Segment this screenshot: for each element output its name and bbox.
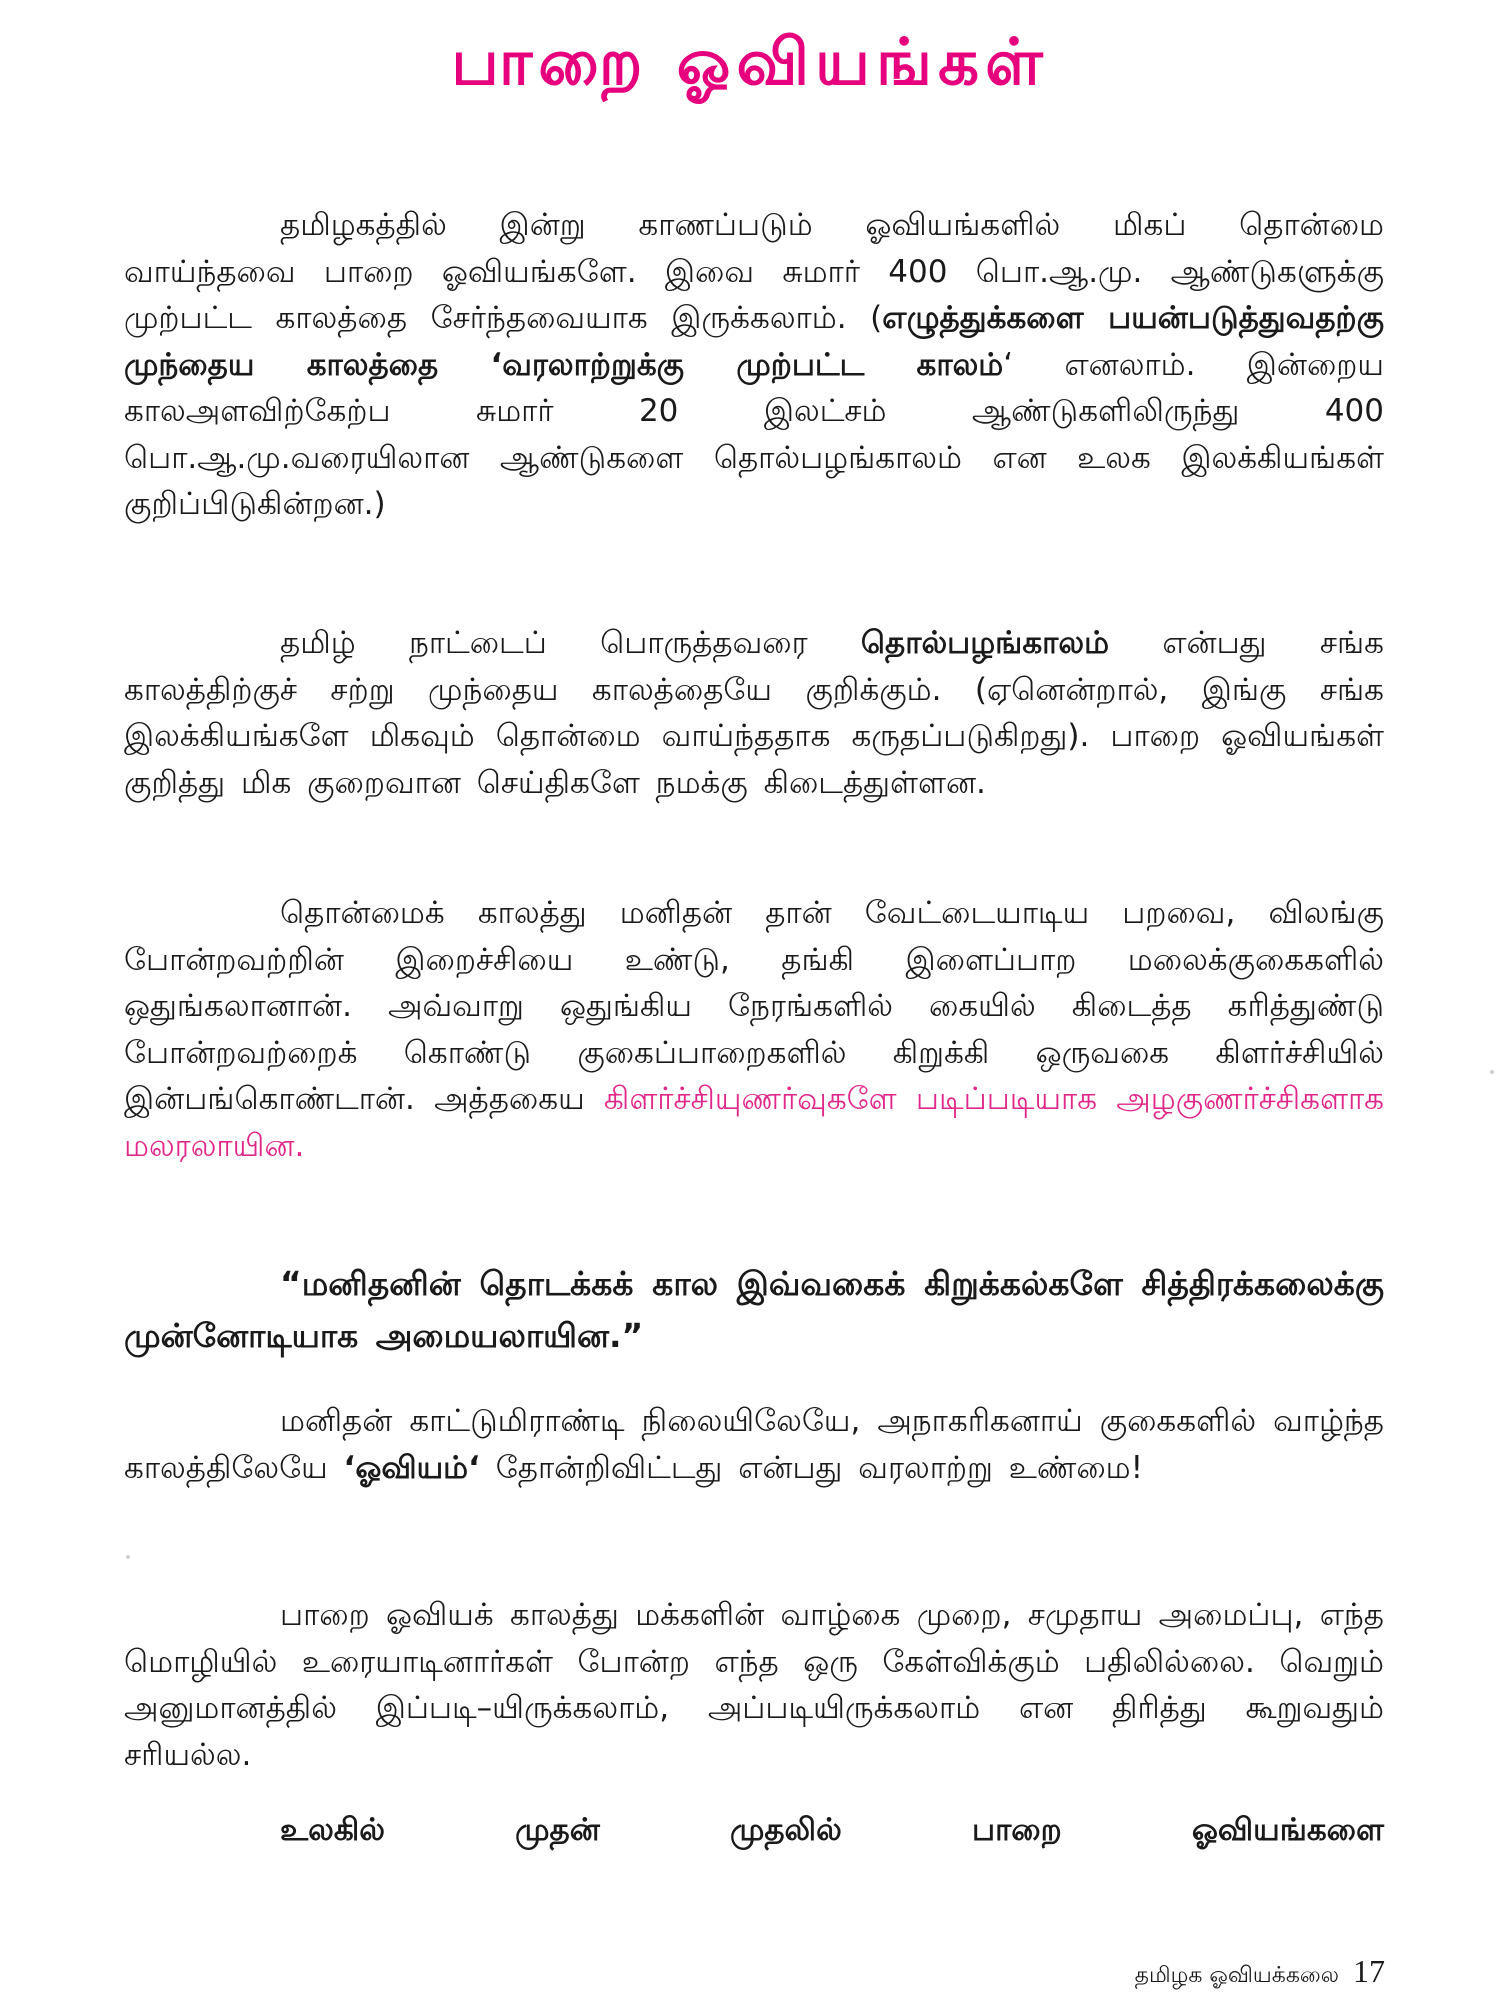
paragraph-text: தமிழகத்தில் இன்று காணப்படும் ஓவியங்களில் மிகப் தொன்மை வாய்ந்தவை பாறை ஓவியங்களே. இவை சுமார் 400 பொ.ஆ.மு. ஆண்டுகளுக்கு முற்பட்ட காலத்தை சேர்ந்தவையாக இருக்கலாம். ( [124, 207, 1384, 336]
scan-speck [1490, 1070, 1494, 1074]
paragraph-text: உலகில் முதன் முதலில் பாறை ஓவியங்களை [280, 1812, 1384, 1848]
paragraph-5 [124, 1398, 1384, 1491]
paragraph-text: பாறை ஓவியக் காலத்து மக்களின் வாழ்கை முறை, சமுதாய அமைப்பு, எந்த மொழியில் உரையாடினார்கள் போன்ற எந்த ஒரு கேள்விக்கும் பதிலில்லை. வெறும் அனுமானத்தில் இப்படி–யிருக்கலாம், அப்படியிருக்கலாம் என திரித்து கூறுவதும் சரியல்ல. [124, 1597, 1384, 1773]
paragraph-3 [124, 890, 1384, 1169]
paragraph-text: தமிழ் நாட்டைப் பொருத்தவரை [280, 625, 861, 661]
scan-speck [126, 1555, 130, 1559]
page-title: பாறை ஓவியங்கள் [451, 26, 1049, 100]
paragraph-text: தொன்மைக் காலத்து மனிதன் தான் வேட்டையாடிய பறவை, விலங்கு போன்றவற்றின் இறைச்சியை உண்டு, தங்கி இளைப்பாற மலைக்குகைகளில் ஒதுங்கலானான். அவ்வாறு ஒதுங்கிய நேரங்களில் கையில் கிடைத்த கரித்துண்டு போன்றவற்றைக் கொண்டு குகைப்பாறைகளில் கிறுக்கி ஒருவகை கிளர்ச்சியில் இன்பங்கொண்டான். அத்தகைய [124, 895, 1384, 1117]
paragraph-text: மனிதன் காட்டுமிராண்டி நிலையிலேயே, அநாகரிகனாய் குகைகளில் வாழ்ந்த காலத்திலேயே [124, 1403, 1384, 1486]
page-number: 17 [1353, 1953, 1385, 1989]
paragraph-1 [124, 202, 1384, 528]
book-title: தமிழக ஓவியக்கலை [1134, 1963, 1339, 1988]
highlighted-phrase: கிளர்ச்சியுணர்வுகளே படிப்படியாக அழகுணர்ச்சிகளாக மலரலாயின. [124, 1081, 1384, 1164]
page-footer [1135, 1955, 1385, 1992]
paragraph-6 [124, 1592, 1384, 1778]
bold-phrase: எழுத்துக்களை பயன்படுத்துவதற்கு முந்தைய காலத்தை ‘வரலாற்றுக்கு முற்பட்ட காலம் [124, 300, 1384, 383]
bold-term: தொல்பழங்காலம் [860, 625, 1110, 661]
paragraph-text: தோன்றிவிட்டது என்பது வரலாற்று உண்மை! [479, 1449, 1144, 1486]
bold-term: ‘ஓவியம்‘ [343, 1449, 480, 1486]
pull-quote: “மனிதனின் தொடக்கக் கால இவ்வகைக் கிறுக்கல்களே சித்திரக்கலைக்கு முன்னோடியாக அமையலாயின.” [124, 1264, 1384, 1355]
paragraph-2 [124, 620, 1384, 806]
paragraph-text: ‘ எனலாம். இன்றைய காலஅளவிற்கேற்ப சுமார் 20 இலட்சம் ஆண்டுகளிலிருந்து 400 பொ.ஆ.மு.வரையிலான ஆண்டுகளை தொல்பழங்காலம் என உலக இலக்கியங்கள் குறிப்பிடுகின்றன.) [124, 346, 1384, 522]
paragraph-7 [124, 1807, 1384, 1854]
paragraph-text: என்பது சங்க காலத்திற்குச் சற்று முந்தைய காலத்தையே குறிக்கும். (ஏனென்றால், இங்கு சங்க இலக்கியங்களே மிகவும் தொன்மை வாய்ந்ததாக கருதப்படுகிறது). பாறை ஓவியங்கள் குறித்து மிக குறைவான செய்திகளே நமக்கு கிடைத்துள்ளன. [124, 625, 1384, 801]
